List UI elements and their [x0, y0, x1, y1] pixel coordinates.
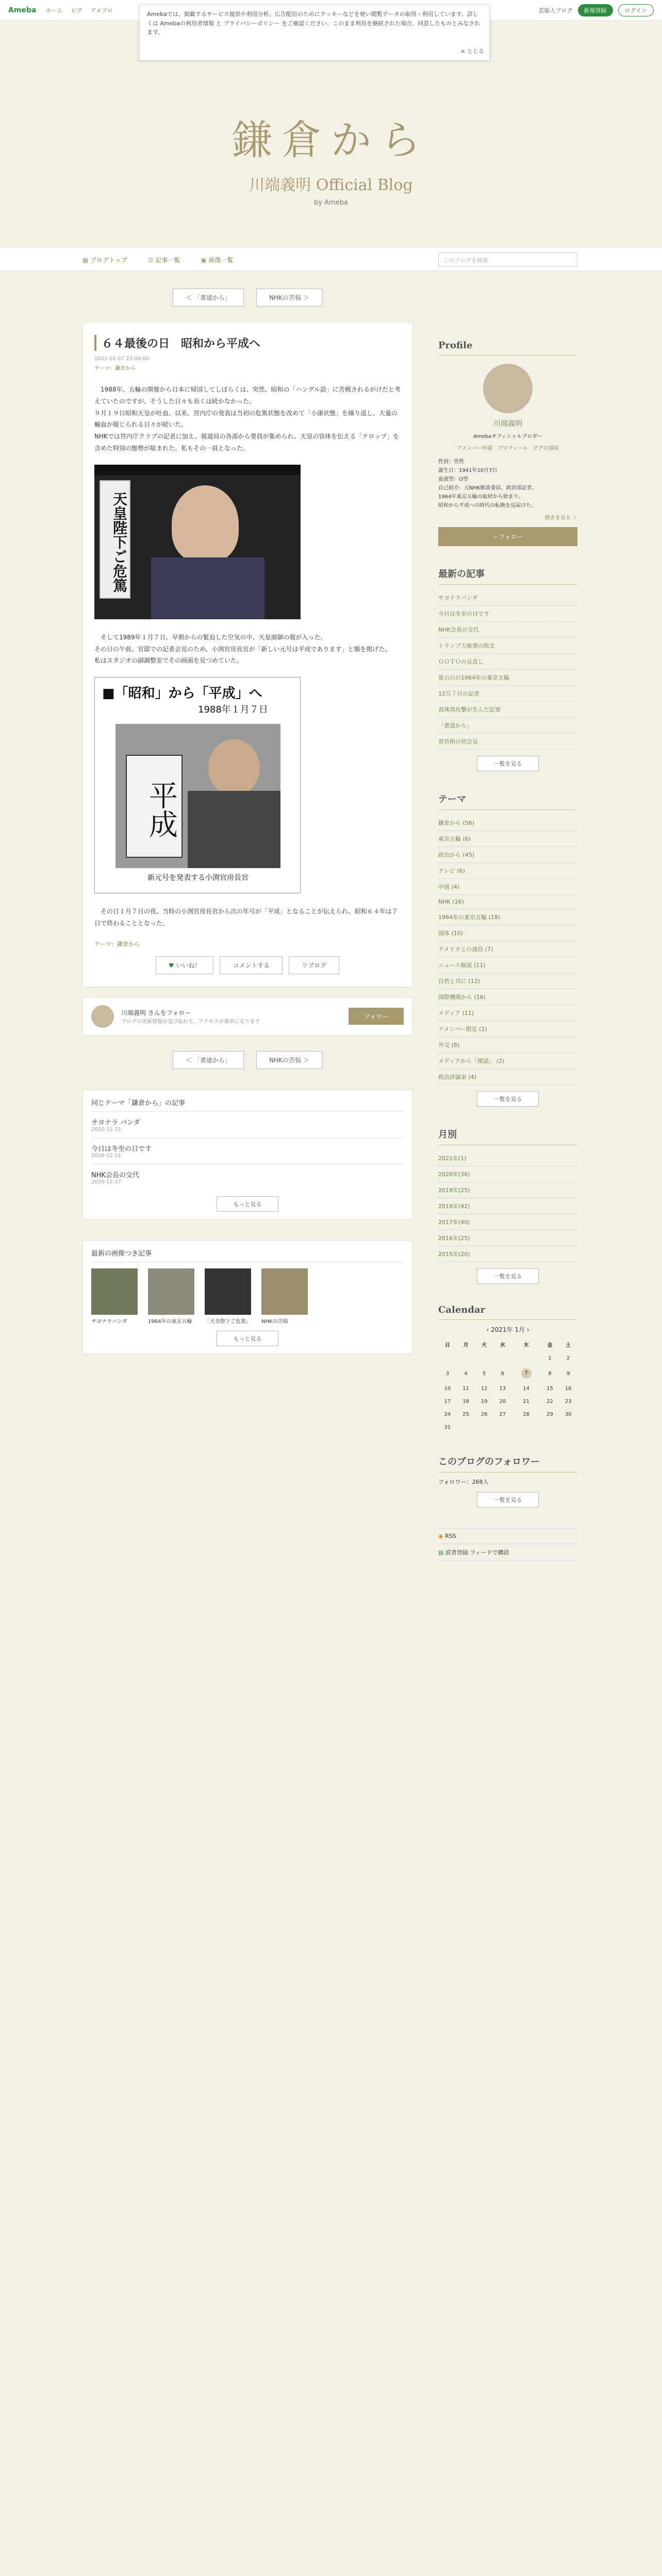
- calendar-day: 15: [547, 1386, 553, 1392]
- reblog-button[interactable]: リブログ: [289, 956, 339, 974]
- image-card[interactable]: [205, 1268, 251, 1325]
- list-item-date: 2020-12-17: [91, 1179, 122, 1185]
- recent-item[interactable]: ＧＯＴＯの見直し: [438, 654, 577, 670]
- profile-link[interactable]: プロフィール: [497, 446, 528, 451]
- theme-item[interactable]: アメリカとの通信 (7): [438, 941, 577, 957]
- image-card-label: 1964年の東京五輪: [148, 1318, 192, 1325]
- thumbnail: [91, 1268, 138, 1315]
- list-item[interactable]: [91, 1138, 404, 1164]
- calendar-section: [438, 1304, 577, 1434]
- list-item-date: 2020-12-21: [91, 1153, 122, 1159]
- signup-button[interactable]: 新規登録: [578, 4, 613, 16]
- avatar: [91, 1005, 114, 1028]
- follow-box: [82, 997, 412, 1036]
- article-pager-bottom: [82, 1051, 412, 1069]
- tv-caption: 天皇陛下ご危篤: [100, 480, 130, 599]
- theme-item[interactable]: ニュース解説 (11): [438, 957, 577, 973]
- recent-item[interactable]: NHK会長の交代: [438, 622, 577, 638]
- anchor-suit-shape: [151, 557, 264, 619]
- list-item[interactable]: [91, 1164, 404, 1190]
- profile-info: 性別：男性 誕生日：1941年10月7日 血液型：O型 自己紹介：元NHK解説委員、政治部記者。 1964年東京五輪の取材から始まり、 昭和から平成への時代の転換を見届けた。: [438, 459, 537, 509]
- recent-heading: 最新の記事: [438, 567, 577, 585]
- topbar-nav: [45, 6, 112, 14]
- article-body-paragraph: そして1989年１月７日。早朝からの緊迫した空気の中、天皇崩御の報が入った。 その日の午前、官邸での記者会見のため、小渕官房長官が「新しい元号は平成であります」と額を掲げた。 私はスタジオの副調整室でその画面を見つめていた。: [94, 633, 391, 665]
- article-body-paragraph: その日１月７日の夜、当時の小渕官房長官から次の年号が「平成」となることが伝えられ、昭和６４年は７日で終わることとなった。: [94, 908, 398, 927]
- archive-section: [438, 1127, 577, 1284]
- theme-item[interactable]: メディア (11): [438, 1005, 577, 1021]
- recent-images-box: [82, 1240, 412, 1354]
- tv-news-photo: [94, 465, 301, 619]
- weekday: 金: [547, 1343, 553, 1348]
- obuchi-suit-shape: [188, 791, 280, 868]
- weekday: 火: [482, 1343, 487, 1348]
- obuchi-face-shape: [208, 739, 260, 796]
- image-card-label: サヨナラバンダ: [91, 1318, 127, 1325]
- calendar-day: 19: [481, 1399, 488, 1404]
- follow-box-desc: ブログの更新情報が受け取れて、アクセスが簡単になります: [121, 1019, 260, 1025]
- article-title[interactable]: ６４最後の日 昭和から平成へ: [94, 335, 401, 351]
- weekday: 土: [566, 1343, 571, 1348]
- article-body-paragraph: 1988年、五輪の開催から日本に帰国してしばらくは、突然、昭和の「ハングル語」に苦戦されるがけだと考えていたのですが、そうした日々も長くは続かなかった。 ９月１９日昭和天皇が吐血、以来、宮内庁の発表は当初の危篤状態を改めて「小康状態」を繰り返し、大量の輸血が報じられる日々が続いた。 NHKでは宮内庁クラブの記者に加え、報道局の各部から要員が集められ、天皇の容体を伝える「テロップ」を含めた特別の態勢が組まれた。私もその一員となった。: [94, 386, 401, 452]
- theme-item[interactable]: 自然と共に (12): [438, 973, 577, 989]
- calendar-day: 27: [499, 1412, 506, 1417]
- nav-blog-top[interactable]: [82, 256, 127, 264]
- archive-heading: 月別: [438, 1127, 577, 1145]
- rss-link[interactable]: [438, 1528, 577, 1544]
- photo-date: 1988年１月７日: [198, 704, 268, 716]
- theme-item[interactable]: 中国 (4): [438, 879, 577, 895]
- cookie-notice-text: Amebaでは、掲載するサービス提供や利用分析、広告配信のためにクッキーなどを使い閲覧データの取得・利用しています。詳しくは Amebaの利用者情報 と プライバシーポリシー をご確認ください。このまま利用を継続された場合、同意したものとみなされます。: [147, 11, 481, 36]
- home-icon: ▦: [82, 256, 91, 264]
- article-theme-footer[interactable]: テーマ：鎌倉から: [94, 940, 140, 947]
- celebrity-blog-link[interactable]: 芸能人ブログ: [538, 7, 573, 14]
- calendar-day: 6: [501, 1370, 504, 1377]
- topbar-nav-ameblo[interactable]: アメブロ: [90, 7, 113, 14]
- theme-section: [438, 792, 577, 1107]
- calendar-day: 2: [566, 1355, 570, 1361]
- blog-subtitle: 川端義明 Official Blog: [249, 176, 413, 194]
- profile-name[interactable]: 川端義明: [493, 420, 522, 428]
- follow-box-button[interactable]: フォロー: [349, 1008, 404, 1025]
- article-theme-link[interactable]: テーマ：鎌倉から: [94, 366, 136, 371]
- recent-more-button[interactable]: 一覧を見る: [477, 756, 539, 771]
- followers-more-button[interactable]: 一覧を見る: [477, 1492, 539, 1507]
- amember-link[interactable]: アメンバー申請: [457, 446, 492, 451]
- calendar-heading: Calendar: [438, 1304, 577, 1320]
- calendar-day: 1: [548, 1355, 552, 1361]
- calendar-day: 20: [499, 1399, 506, 1404]
- article-pager-top: [82, 289, 412, 307]
- followers-heading: このブログのフォロワー: [438, 1454, 577, 1472]
- next-article-button-bottom[interactable]: NHKの苦悩 ＞: [256, 1051, 322, 1069]
- theme-item[interactable]: 政治から (45): [438, 847, 577, 863]
- recent-images-more-button[interactable]: もっと見る: [217, 1331, 278, 1346]
- theme-item[interactable]: 東京五輪 (6): [438, 831, 577, 847]
- article: [82, 322, 412, 987]
- nav-blog-top-label: ブログトップ: [90, 256, 127, 264]
- like-label: いいね！: [176, 961, 201, 969]
- article-date: 2021-01-07 23:00:00: [94, 356, 150, 362]
- calendar-day: 9: [566, 1370, 570, 1377]
- rss-label: RSS: [445, 1533, 456, 1539]
- recent-item[interactable]: 12月７日の記者: [438, 686, 577, 702]
- theme-item[interactable]: 政治評論家 (4): [438, 1069, 577, 1085]
- calendar-day: 12: [481, 1386, 488, 1392]
- calendar-day: 4: [464, 1370, 468, 1377]
- recent-item[interactable]: 菅首相の初会見: [438, 734, 577, 750]
- login-button[interactable]: ログイン: [618, 4, 654, 16]
- weekday: 水: [500, 1343, 505, 1348]
- pigg-room-link[interactable]: ピグの部屋: [533, 446, 559, 451]
- calendar-day: 18: [462, 1399, 469, 1404]
- thumbnail: [205, 1268, 251, 1315]
- follow-box-name: 川端義明 さんをフォロー: [121, 1009, 191, 1016]
- comment-button[interactable]: コメントする: [220, 956, 283, 974]
- theme-item[interactable]: NHK (16): [438, 895, 577, 909]
- recent-item[interactable]: トランプ大統領の敗北: [438, 638, 577, 654]
- calendar-day: 31: [444, 1425, 451, 1430]
- recent-section: [438, 567, 577, 771]
- archive-item[interactable]: 2018年(42): [438, 1198, 577, 1214]
- same-theme-more-button[interactable]: もっと見る: [217, 1196, 278, 1212]
- nav-image-list-label: 画像一覧: [208, 256, 234, 264]
- rss-section: [438, 1528, 577, 1561]
- cookie-notice: [139, 4, 490, 61]
- image-card[interactable]: [148, 1268, 194, 1325]
- main-column: [82, 289, 412, 1354]
- theme-item[interactable]: 国体 (10): [438, 925, 577, 941]
- theme-item[interactable]: テレビ (6): [438, 863, 577, 879]
- heisei-plaque: 平成: [126, 755, 183, 858]
- list-item-title: サヨナラ バンダ: [91, 1118, 140, 1127]
- profile-more-link[interactable]: 続きを見る ＞: [544, 515, 577, 521]
- list-item[interactable]: [91, 1112, 404, 1138]
- topbar-nav-home[interactable]: ホーム: [45, 7, 63, 14]
- list-icon: ☰: [147, 256, 156, 264]
- archive-item[interactable]: 2017年(40): [438, 1214, 577, 1230]
- calendar-day: 25: [462, 1412, 469, 1417]
- theme-heading: テーマ: [438, 792, 577, 810]
- image-icon: ▣: [201, 256, 209, 264]
- theme-item[interactable]: 外交 (8): [438, 1037, 577, 1053]
- archive-item[interactable]: 2021年(1): [438, 1150, 577, 1166]
- theme-item[interactable]: 鎌倉から (56): [438, 815, 577, 831]
- recent-item[interactable]: 「書道から」: [438, 718, 577, 734]
- ameba-logo[interactable]: Ameba: [8, 6, 37, 14]
- blog-search-input[interactable]: このブログを検索: [438, 252, 577, 267]
- calendar-prev-icon[interactable]: ‹: [486, 1326, 491, 1333]
- follower-count[interactable]: フォロワー：268人: [438, 1479, 489, 1485]
- feed-icon: ▤: [438, 1549, 445, 1556]
- profile-avatar[interactable]: [483, 364, 533, 413]
- image-card[interactable]: [261, 1268, 308, 1325]
- calendar-month: 2021年 1月: [491, 1326, 525, 1333]
- photo-heading: ■「昭和」から「平成」へ: [102, 686, 262, 702]
- calendar-day: 13: [499, 1386, 506, 1392]
- nav-article-list[interactable]: [148, 256, 180, 264]
- feed-subscribe-link[interactable]: [438, 1544, 577, 1561]
- archive-item[interactable]: 2020年(36): [438, 1166, 577, 1182]
- official-badge: Amebaオフィシャルブロガー: [473, 434, 542, 439]
- profile-heading: Profile: [438, 340, 577, 355]
- calendar-next-icon[interactable]: ›: [525, 1326, 529, 1333]
- calendar-day: 8: [548, 1370, 552, 1377]
- weekday: 木: [523, 1343, 529, 1348]
- blog-header: [0, 62, 662, 247]
- calendar-day: 3: [445, 1370, 450, 1377]
- archive-item[interactable]: 2019年(25): [438, 1182, 577, 1198]
- calendar-day: 24: [444, 1412, 451, 1417]
- photo-caption: 新元号を発表する小渕官房長官: [115, 872, 280, 883]
- sidebar: [438, 340, 577, 1582]
- feed-label: 読者登録 フィードで購読: [445, 1549, 509, 1556]
- theme-item[interactable]: メディアから「閑話」 (2): [438, 1053, 577, 1069]
- followers-section: [438, 1454, 577, 1507]
- calendar-day: 17: [444, 1399, 451, 1404]
- prev-article-button-bottom[interactable]: ＜ 「書道から」: [173, 1051, 244, 1069]
- same-theme-box: [82, 1090, 412, 1219]
- theme-more-button[interactable]: 一覧を見る: [477, 1091, 539, 1107]
- rss-icon: ◉: [438, 1533, 445, 1539]
- theme-item[interactable]: 国際機関から (16): [438, 989, 577, 1005]
- archive-item[interactable]: 2016年(25): [438, 1230, 577, 1246]
- profile-section: [438, 340, 577, 546]
- topbar-nav-pigg[interactable]: ピグ: [71, 7, 82, 14]
- archive-more-button[interactable]: 一覧を見る: [477, 1268, 539, 1284]
- weekday: 日: [444, 1343, 450, 1348]
- calendar-day: 14: [523, 1386, 529, 1392]
- photo-bar: [94, 465, 301, 475]
- theme-item[interactable]: アメンバー限定 (1): [438, 1021, 577, 1037]
- profile-follow-button[interactable]: ＋フォロー: [438, 527, 577, 546]
- weekday: 月: [463, 1343, 469, 1348]
- image-card[interactable]: [91, 1268, 138, 1325]
- anchor-face-shape: [172, 485, 239, 563]
- calendar-day: 11: [462, 1386, 469, 1392]
- recent-item[interactable]: サヨナラバンダ: [438, 590, 577, 606]
- calendar-day: 16: [565, 1386, 572, 1392]
- recent-item[interactable]: 真珠湾攻撃が生んだ記事: [438, 702, 577, 718]
- thumbnail: [148, 1268, 194, 1315]
- list-item-date: 2020-12-31: [91, 1126, 122, 1132]
- prev-article-button[interactable]: ＜ 「書道から」: [173, 289, 244, 307]
- nav-article-list-label: 記事一覧: [155, 256, 180, 264]
- like-button[interactable]: [156, 956, 214, 974]
- nav-image-list[interactable]: [201, 256, 233, 264]
- by-ameba: by Ameba: [314, 199, 348, 207]
- calendar-day-with-post[interactable]: 7: [521, 1368, 532, 1379]
- theme-item[interactable]: 1964年の東京五輪 (18): [438, 909, 577, 925]
- list-item-title: 今日は冬至の日です: [91, 1145, 152, 1153]
- next-article-button[interactable]: NHKの苦悩 ＞: [256, 289, 322, 307]
- reaction-bar: [94, 956, 401, 974]
- thumbnail: [261, 1268, 308, 1315]
- calendar-day: 26: [481, 1412, 488, 1417]
- calendar-day: 23: [565, 1399, 572, 1404]
- recent-images-title: 最新の画像つき記事: [91, 1248, 404, 1262]
- blog-nav: [0, 247, 662, 271]
- calendar-day: 30: [565, 1412, 572, 1417]
- recent-item[interactable]: 夏の日の1964年の東京五輪: [438, 670, 577, 686]
- list-item-title: NHK会長の交代: [91, 1171, 140, 1179]
- recent-item[interactable]: 今日は冬至の日です: [438, 606, 577, 622]
- calendar-day: 22: [547, 1399, 553, 1404]
- calendar-day: 10: [444, 1386, 451, 1392]
- heisei-photo: [94, 677, 301, 893]
- calendar-day: 21: [523, 1399, 529, 1404]
- same-theme-title: 同じテーマ「鎌倉から」の記事: [91, 1097, 404, 1112]
- image-card-label: NHKの苦悩: [261, 1318, 288, 1325]
- heart-icon: ♥: [168, 961, 176, 969]
- calendar-day: 29: [547, 1412, 553, 1417]
- calendar-day: 5: [482, 1370, 486, 1377]
- calendar-table: [438, 1337, 577, 1434]
- blog-title[interactable]: 鎌倉から: [231, 117, 430, 164]
- archive-item[interactable]: 2015年(20): [438, 1246, 577, 1262]
- calendar-day: 28: [523, 1412, 529, 1417]
- cookie-notice-close-button[interactable]: × とじる: [460, 48, 484, 55]
- image-card-label: 「天皇陛下ご危篤」: [205, 1318, 251, 1325]
